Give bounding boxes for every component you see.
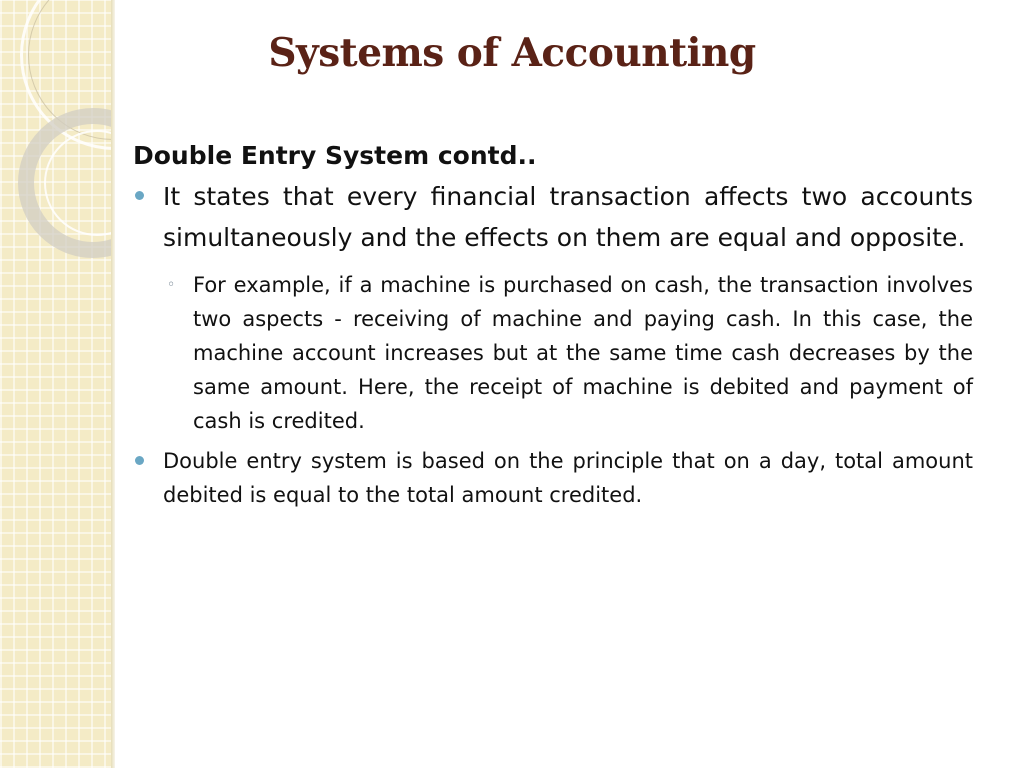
sub-bullet-circle-icon: ◦	[167, 277, 176, 293]
decorative-sidebar	[0, 0, 113, 768]
sidebar-edge	[111, 0, 115, 768]
slide-title: Systems of Accounting	[268, 30, 756, 76]
bullet-item	[133, 176, 973, 258]
slide-content	[133, 140, 973, 512]
bullet-text: Double entry system is based on the principle that on a day, total amount debited is equal to the total amount credited.	[163, 449, 973, 507]
bullet-dot-icon	[135, 191, 144, 200]
slide-subheading: Double Entry System contd..	[133, 141, 537, 170]
bullet-dot-icon	[135, 456, 144, 465]
sub-bullet-text: For example, if a machine is purchased on cash, the transaction involves two aspects - receiving of machine and paying cash. In this case, the machine account increases but at the same time cash decreases by the same amount. Here, the receipt of machine is debited and payment of cash is credited.	[193, 273, 973, 433]
sub-bullet-item	[167, 268, 973, 438]
bullet-text: It states that every financial transaction affects two accounts simultaneously and the effects on them are equal and opposite.	[163, 182, 973, 252]
bullet-item	[133, 444, 973, 512]
